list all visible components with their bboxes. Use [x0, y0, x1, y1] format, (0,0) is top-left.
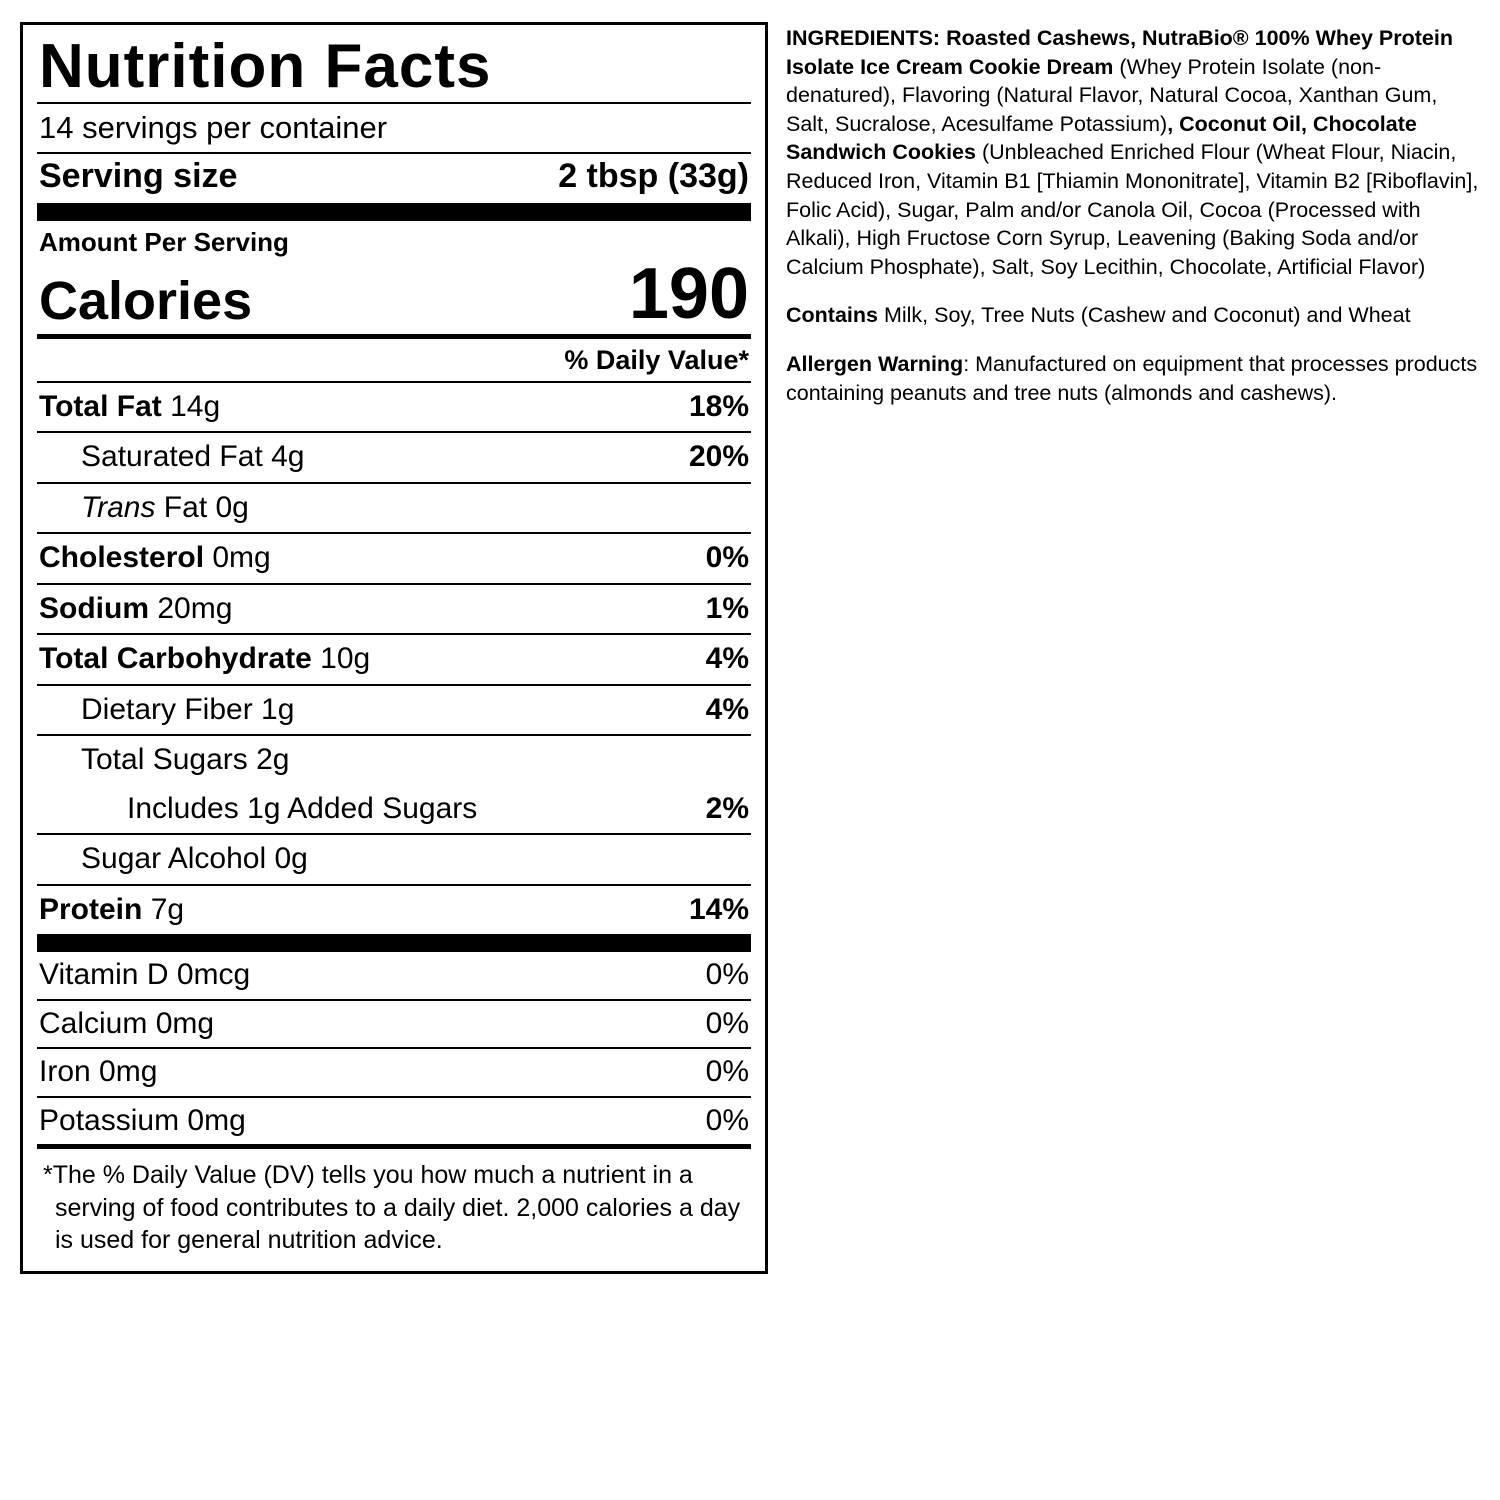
divider-heavy-top — [37, 203, 751, 221]
nutrient-dv: 0% — [705, 541, 749, 575]
allergen-warning-text: : Manufactured on equipment that processes products containing peanuts and tree nuts (almonds and cashews). — [786, 351, 1478, 405]
calories-value: 190 — [628, 253, 749, 334]
vitamin-rows — [37, 952, 751, 1144]
ingredients-heading: INGREDIENTS: — [786, 26, 941, 50]
table-row — [37, 734, 751, 785]
vitamin-dv: 0% — [705, 1055, 749, 1089]
ingredients-body-1: (Whey Protein Isolate (non-denatured), Flavoring (Natural Flavor, Natural Cocoa, Xanthan Gum, Salt, Sucralose, Acesulfame Potassium) — [786, 54, 1438, 136]
nutrient-name: Sodium 20mg — [39, 591, 233, 625]
allergen-paragraph — [786, 350, 1486, 407]
ingredients-bold-mid: , Coconut Oil, Chocolate Sandwich Cookies — [786, 111, 1417, 165]
nutrient-dv: 20% — [688, 440, 749, 474]
footnote-text: The % Daily Value (DV) tells you how much a nutrient in a serving of food contributes to a daily diet. 2,000 calories a day is used for general nutrition advice. — [52, 1161, 741, 1255]
table-row — [37, 952, 751, 999]
nutrient-dv: 14% — [688, 892, 749, 926]
nutrient-name: Sugar Alcohol 0g — [81, 842, 308, 876]
footnote-asterisk: * — [43, 1161, 53, 1190]
table-row — [37, 999, 751, 1048]
table-row — [37, 684, 751, 735]
nutrient-name: Total Carbohydrate 10g — [39, 642, 371, 676]
nutrient-name: Dietary Fiber 1g — [81, 692, 295, 726]
nutrition-facts-title: Nutrition Facts — [39, 32, 492, 101]
nutrient-name: Cholesterol 0mg — [39, 541, 271, 575]
nutrient-dv: 18% — [688, 389, 749, 423]
vitamin-name: Potassium 0mg — [39, 1103, 246, 1137]
table-row — [37, 482, 751, 533]
nutrient-rows — [37, 381, 751, 935]
table-row — [37, 833, 751, 884]
table-row — [37, 1047, 751, 1096]
nutrient-name: Total Fat 14g — [39, 389, 221, 423]
serving-size-label: Serving size — [39, 156, 238, 195]
nutrient-dv: 2% — [705, 791, 749, 825]
nutrition-facts-panel — [20, 22, 768, 1274]
serving-size-row — [37, 154, 751, 203]
daily-value-footnote — [37, 1149, 751, 1257]
contains-paragraph — [786, 301, 1486, 330]
daily-value-header: % Daily Value* — [564, 344, 749, 375]
nutrient-name: Saturated Fat 4g — [81, 440, 305, 474]
vitamin-dv: 0% — [705, 1103, 749, 1137]
table-row — [37, 431, 751, 482]
table-row — [37, 884, 751, 935]
table-row — [37, 381, 751, 432]
allergen-warning-label: Allergen Warning — [786, 351, 964, 376]
nutrient-name: Total Sugars 2g — [81, 743, 290, 777]
vitamin-dv: 0% — [705, 958, 749, 992]
nutrient-dv: 4% — [705, 642, 749, 676]
calories-row — [37, 253, 751, 334]
contains-label: Contains — [786, 303, 878, 328]
ingredients-column — [786, 24, 1486, 427]
nutrient-dv: 1% — [705, 591, 749, 625]
nutrient-name: Includes 1g Added Sugars — [127, 791, 478, 825]
vitamin-name: Vitamin D 0mcg — [39, 958, 251, 992]
vitamin-name: Calcium 0mg — [39, 1006, 215, 1040]
nutrient-dv: 4% — [705, 692, 749, 726]
ingredients-paragraph — [786, 24, 1486, 281]
nutrient-name: Protein 7g — [39, 892, 185, 926]
ingredients-bold-lead: Roasted Cashews, NutraBio® 100% Whey Protein Isolate Ice Cream Cookie Dream — [786, 26, 1453, 79]
divider-heavy-vitamins — [37, 934, 751, 952]
table-row — [37, 583, 751, 634]
table-row — [37, 633, 751, 684]
table-row — [37, 532, 751, 583]
nutrient-name: Trans Fat 0g — [81, 490, 249, 524]
servings-per-container: 14 servings per container — [39, 110, 388, 146]
contains-text: Milk, Soy, Tree Nuts (Cashew and Coconut) and Wheat — [877, 303, 1411, 328]
amount-per-serving-label: Amount Per Serving — [39, 226, 289, 257]
table-row — [37, 1096, 751, 1145]
serving-size-value: 2 tbsp (33g) — [558, 156, 749, 195]
table-row — [37, 785, 751, 834]
ingredients-body-2: (Unbleached Enriched Flour (Wheat Flour, Niacin, Reduced Iron, Vitamin B1 [Thiamin Mononitrate], Vitamin B2 [Riboflavin], Folic Acid), Sugar, Palm and/or Canola Oil, Cocoa (Processed with Alkali), High Fructose Corn Syrup, Leavening (Baking Soda and/or Calcium Phosphate), Salt, Soy Lecithin, Chocolate, Artificial Flavor) — [786, 140, 1479, 279]
calories-label: Calories — [39, 271, 253, 332]
vitamin-dv: 0% — [705, 1006, 749, 1040]
vitamin-name: Iron 0mg — [39, 1055, 158, 1089]
